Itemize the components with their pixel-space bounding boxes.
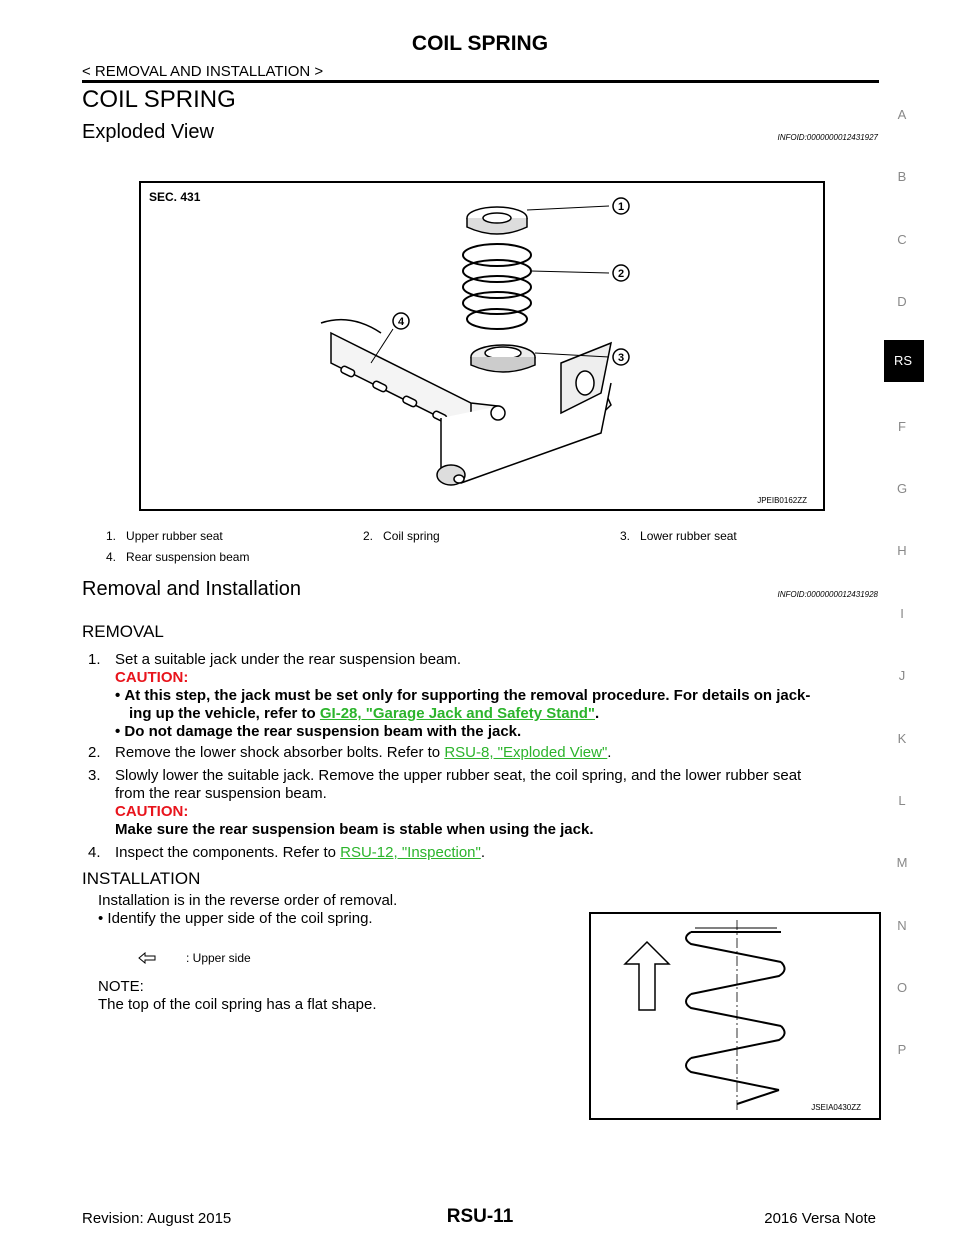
coil-spring-orientation-figure xyxy=(589,912,881,1120)
upper-rubber-seat-shape xyxy=(467,207,527,234)
legend-item-4: 4. Rear suspension beam xyxy=(106,550,250,564)
exploded-view-illustration xyxy=(141,183,823,509)
rsu-8-link[interactable]: RSU-8, "Exploded View" xyxy=(444,744,608,761)
exploded-view-heading: Exploded View xyxy=(82,121,214,143)
upper-side-legend: : Upper side xyxy=(186,951,251,965)
side-index-b[interactable]: B xyxy=(897,169,907,184)
callout-4 xyxy=(393,313,409,329)
callout-1 xyxy=(613,198,629,214)
side-index-m[interactable]: M xyxy=(896,855,908,870)
svg-text:1: 1 xyxy=(617,201,625,213)
step-3-text-b: from the rear suspension beam. xyxy=(115,785,327,802)
step-3-caution-label: CAUTION: xyxy=(115,803,189,820)
coil-spring-orientation-illustration xyxy=(591,914,879,1118)
side-index-f[interactable]: F xyxy=(898,419,906,434)
side-index-j[interactable]: J xyxy=(898,668,906,683)
coil-spring-side-shape xyxy=(686,928,785,1104)
coil-spring-shape xyxy=(463,244,531,329)
legend-item-1: 1. Upper rubber seat xyxy=(106,529,223,543)
side-index-p[interactable]: P xyxy=(897,1042,907,1057)
removal-subheading: REMOVAL xyxy=(82,622,164,641)
sec-label: SEC. 431 xyxy=(149,190,201,204)
page-number: RSU-11 xyxy=(446,1206,514,1227)
footer-model: 2016 Versa Note xyxy=(764,1210,876,1227)
installation-line-1: Installation is in the reverse order of removal. xyxy=(98,892,398,909)
header-rule xyxy=(82,80,879,83)
lower-rubber-seat-shape xyxy=(471,345,535,372)
breadcrumb: < REMOVAL AND INSTALLATION > xyxy=(82,63,324,80)
step-1-text: Set a suitable jack under the rear suspension beam. xyxy=(115,651,462,668)
callout-3 xyxy=(613,349,629,365)
step-1-caution-label: CAUTION: xyxy=(115,669,189,686)
step-3-text-a: Slowly lower the suitable jack. Remove the upper rubber seat, the coil spring, and the lower rubber seat xyxy=(115,767,802,784)
step-4-num: 4. xyxy=(88,844,101,861)
svg-text:2: 2 xyxy=(617,268,625,280)
exploded-view-infoid: INFOID:0000000012431927 xyxy=(777,133,878,142)
svg-text:3: 3 xyxy=(617,352,625,364)
side-index-rs-tab[interactable]: RS xyxy=(884,340,924,382)
rsu-12-link[interactable]: RSU-12, "Inspection" xyxy=(340,844,481,861)
exploded-view-figure xyxy=(139,181,825,511)
side-index-g[interactable]: G xyxy=(896,481,908,496)
note-text: The top of the coil spring has a flat shape. xyxy=(98,996,377,1013)
step-1-bullet-1-cont: ing up the vehicle, refer to GI-28, "Garage Jack and Safety Stand". xyxy=(129,705,600,722)
side-index-d[interactable]: D xyxy=(897,294,907,309)
legend-item-3: 3. Lower rubber seat xyxy=(620,529,737,543)
step-4-text: Inspect the components. Refer to RSU-12, "Inspection". xyxy=(115,844,486,861)
callout-2 xyxy=(613,265,629,281)
side-index-a[interactable]: A xyxy=(897,107,907,122)
up-arrow-shape xyxy=(625,942,669,1010)
side-index-h[interactable]: H xyxy=(897,543,907,558)
svg-text:4: 4 xyxy=(397,316,405,328)
footer-revision: Revision: August 2015 xyxy=(82,1210,232,1227)
side-index-k[interactable]: K xyxy=(897,731,907,746)
step-2-text: Remove the lower shock absorber bolts. Refer to RSU-8, "Exploded View". xyxy=(115,744,612,761)
step-3-num: 3. xyxy=(88,767,101,784)
step-1-num: 1. xyxy=(88,651,101,668)
step-1-bullet-2: • Do not damage the rear suspension beam with the jack. xyxy=(115,723,522,740)
section-title: COIL SPRING xyxy=(82,86,236,113)
step-2-num: 2. xyxy=(88,744,101,761)
exploded-image-code: JPEIB0162ZZ xyxy=(757,496,807,505)
installation-subheading: INSTALLATION xyxy=(82,869,201,888)
side-index-c[interactable]: C xyxy=(897,232,907,247)
step-1-bullet-1: • At this step, the jack must be set only for supporting the removal procedure. For details on jack- xyxy=(115,687,811,704)
gi-28-link[interactable]: GI-28, "Garage Jack and Safety Stand" xyxy=(319,705,596,722)
upper-side-symbol-icon xyxy=(138,951,156,969)
removal-installation-infoid: INFOID:0000000012431928 xyxy=(777,590,878,599)
side-index-n[interactable]: N xyxy=(897,918,907,933)
side-index-l[interactable]: L xyxy=(898,793,906,808)
note-label: NOTE: xyxy=(98,978,144,995)
side-index-o[interactable]: O xyxy=(896,980,908,995)
orientation-image-code: JSEIA0430ZZ xyxy=(811,1103,861,1112)
removal-installation-heading: Removal and Installation xyxy=(82,578,302,600)
installation-bullet: • Identify the upper side of the coil spring. xyxy=(98,910,373,927)
legend-item-2: 2. Coil spring xyxy=(363,529,440,543)
page-header-title: COIL SPRING xyxy=(411,32,549,55)
rear-suspension-beam-shape xyxy=(321,320,611,485)
step-3-caution-text: Make sure the rear suspension beam is stable when using the jack. xyxy=(115,821,594,838)
side-index-i[interactable]: I xyxy=(900,606,904,621)
